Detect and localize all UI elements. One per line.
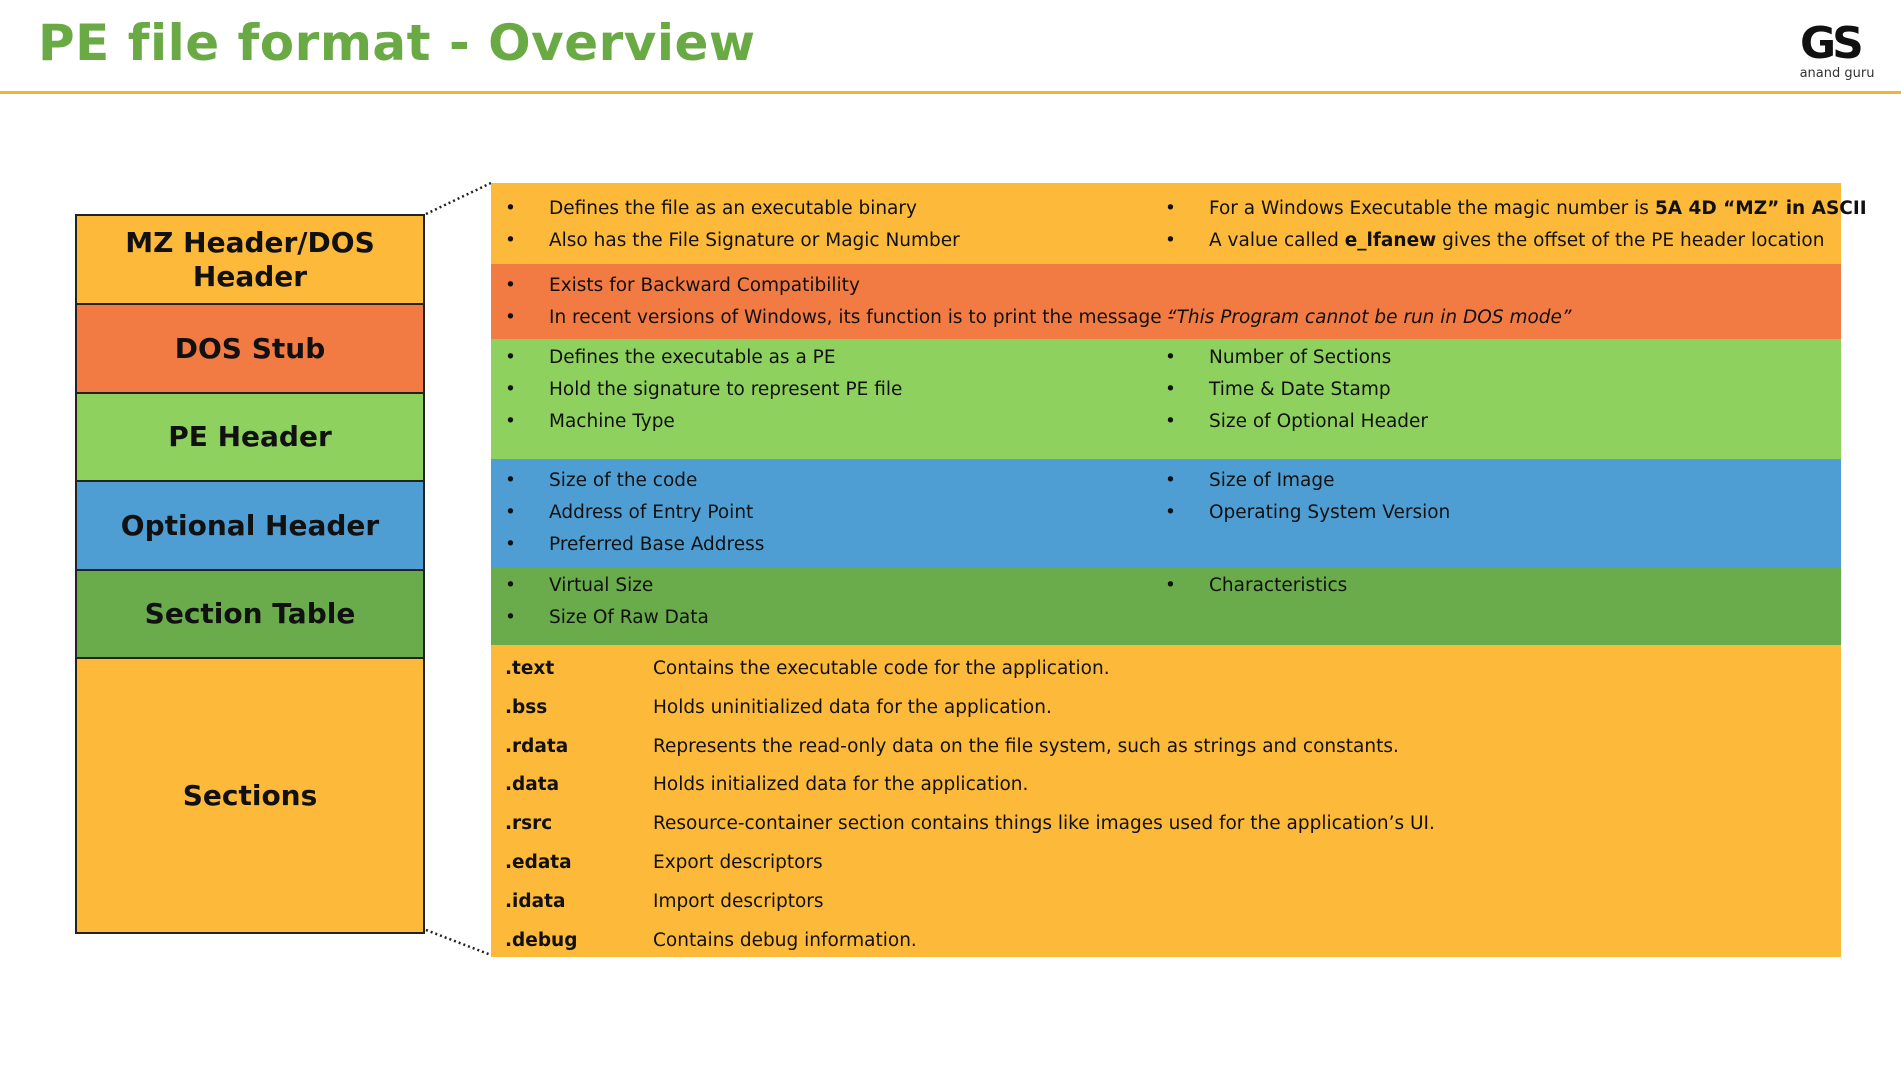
stack-label: DOS Stub [174,331,326,365]
connector-top-line [426,183,491,214]
section-description: Contains debug information. [653,929,917,951]
section-item [491,922,1841,961]
bullet-icon: • [1165,198,1176,219]
section-item [491,728,1841,767]
stack-label: Optional Header [120,508,380,542]
logo-mark-text: GS [1800,18,1860,64]
list-item-text: Size of Image [1209,470,1335,491]
section-item [491,805,1841,844]
list-item-text: Machine Type [549,411,675,432]
stack-block-sections [77,659,423,932]
bullet-icon: • [1165,230,1176,251]
bullet-icon: • [505,198,516,219]
bullet-icon: • [1165,502,1176,523]
list-item-text: Characteristics [1209,575,1348,596]
list-item-text: Size Of Raw Data [549,607,709,628]
section-item [491,650,1841,689]
list-item-text: Hold the signature to represent PE file [549,379,903,400]
detail-col-left [491,270,1841,334]
brand-logo [1792,18,1882,86]
section-name: .idata [505,890,566,912]
bullet-icon: • [505,502,516,523]
list-item-text: Defines the executable as a PE [549,347,836,368]
bullet-icon: • [1165,347,1176,368]
stack-block-pe-header [77,394,423,482]
bullet-icon: • [505,575,516,596]
bullet-icon: • [505,607,516,628]
list-item-text: Number of Sections [1209,347,1392,368]
text-normal: A value called [1209,230,1345,251]
list-item-text: In recent versions of Windows, its function is to print the message - [549,307,1175,328]
section-description: Contains the executable code for the application. [653,658,1110,679]
logo-caption: anand guru [1799,66,1875,81]
magic-number: 5A 4D “MZ” in ASCII [1654,198,1867,219]
list-item-text: Operating System Version [1209,502,1451,523]
text-normal: For a Windows Executable the magic number is [1209,198,1655,219]
stack-block-optional-header [77,482,423,571]
bullet-icon: • [505,347,516,368]
section-description: Import descriptors [653,890,824,912]
logo-mark-icon [1800,18,1876,64]
section-item [491,844,1841,883]
section-item [491,689,1841,728]
section-description: Holds initialized data for the application. [653,774,1029,796]
list-item [491,302,1841,334]
section-name: .edata [505,851,572,873]
text-normal: gives the offset of the PE header location [1436,230,1825,251]
detail-row-section-table [491,568,1841,645]
section-item [491,766,1841,805]
section-name: .rsrc [505,813,553,835]
list-item-text: Time & Date Stamp [1209,379,1391,400]
list-item-text: Exists for Backward Compatibility [549,275,860,296]
detail-row-sections [491,645,1841,957]
bullet-icon: • [505,534,516,555]
stack-block-mz-header [77,216,423,305]
list-item-text: Also has the File Signature or Magic Number [549,230,960,251]
stack-block-dos-stub [77,305,423,394]
title-divider [0,91,1901,94]
detail-row-mz-header [491,183,1867,264]
list-item-text: Virtual Size [549,575,654,596]
bullet-icon: • [505,230,516,251]
detail-row-pe-header [491,339,1841,459]
bullet-icon: • [505,411,516,432]
detail-row-optional-header [491,459,1841,568]
bullet-icon: • [1165,379,1176,400]
section-item [491,883,1841,922]
e-lfanew-term: e_lfanew [1344,230,1437,251]
bullet-icon: • [505,275,516,296]
list-item-text [1209,225,1824,257]
stack-label: MZ Header/DOS Header [125,225,375,293]
section-description: Export descriptors [653,851,823,873]
list-item-text: Defines the file as an executable binary [549,198,917,219]
list-item-text [1209,193,1867,225]
stack-block-section-table [77,571,423,659]
stack-label: Sections [182,778,318,812]
bullet-icon: • [505,379,516,400]
list-item-text: Size of Optional Header [1209,411,1429,432]
bullet-icon: • [1165,411,1176,432]
section-description: Represents the read-only data on the file system, such as strings and constants. [653,735,1399,757]
section-name: .debug [505,929,578,951]
bullet-icon: • [505,470,516,491]
dos-message: “This Program cannot be run in DOS mode” [1167,307,1572,328]
list-item-text: Address of Entry Point [549,502,754,523]
pe-structure-stack [75,214,425,934]
list-item-text: Preferred Base Address [549,534,765,555]
section-name: .data [505,774,560,796]
stack-label: Section Table [144,597,356,630]
bullet-icon: • [1165,470,1176,491]
section-name: .text [505,658,555,679]
section-description: Holds uninitialized data for the application. [653,696,1052,718]
section-description: Resource-container section contains things like images used for the application’s UI. [653,813,1435,835]
detail-panel [491,183,1867,957]
section-name: .rdata [505,735,569,757]
stack-label: PE Header [168,420,332,453]
bullet-icon: • [1165,575,1176,596]
detail-row-dos-stub [491,264,1841,339]
section-name: .bss [505,696,548,718]
bullet-icon: • [505,307,516,328]
list-item [491,270,1841,302]
page-title: PE file format - Overview [38,14,756,72]
connector-bottom-line [426,930,491,955]
list-item-text: Size of the code [549,470,698,491]
